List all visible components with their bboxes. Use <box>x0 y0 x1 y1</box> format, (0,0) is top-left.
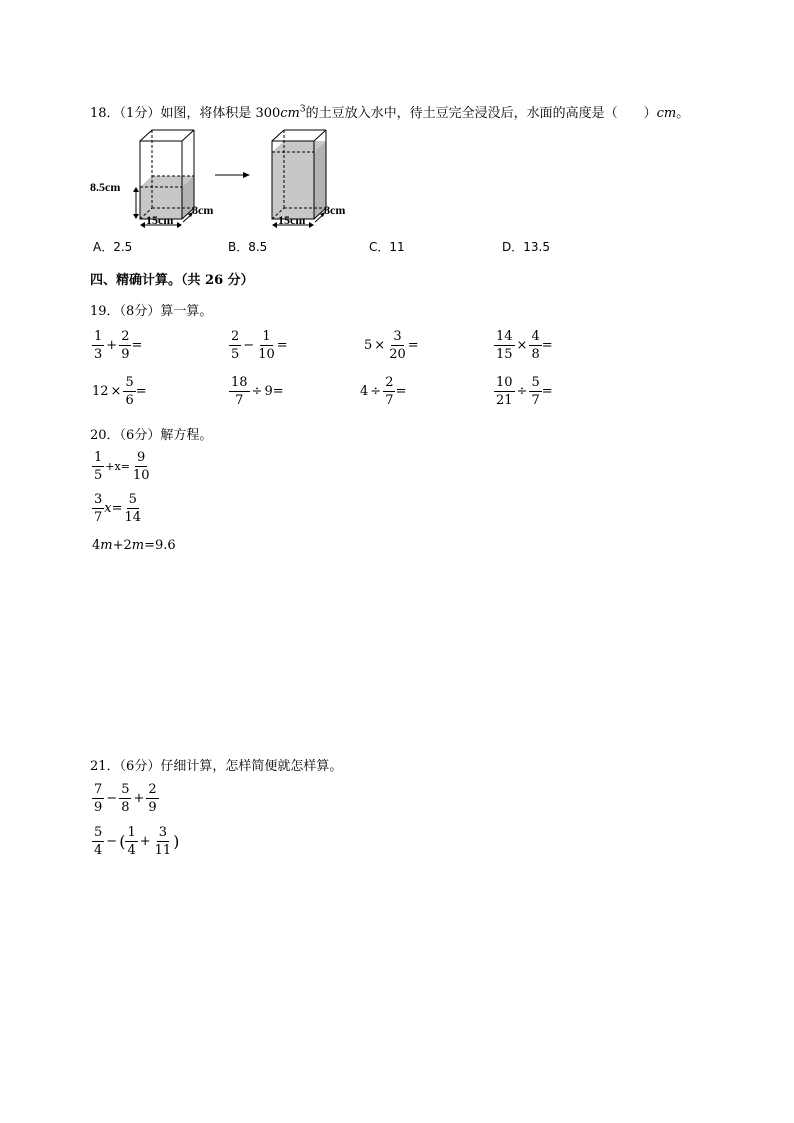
q18-end: 。 <box>676 106 690 121</box>
section-title: 四、精确计算。（共 26 分） <box>90 273 254 288</box>
q20-title: 20．（6分）解方程。 <box>90 428 213 443</box>
q18-unit-end: cm <box>656 106 677 121</box>
q18-number: 18．（1分） <box>90 106 161 121</box>
left-container <box>90 130 213 228</box>
q19-expr-5: 12 × $\frac{5}{6}$ = <box>92 375 147 408</box>
option-c[interactable]: C．11 <box>369 240 405 254</box>
right-container <box>272 130 345 228</box>
q19-expr-7: 4 ÷ $\frac{2}{7}$ = <box>360 375 407 408</box>
q19-expr-3: 5 × $\frac{3}{20}$ = <box>364 329 419 362</box>
q19-expr-8: $\frac{10}{21}$ ÷ $\frac{5}{7}$ = <box>496 375 553 408</box>
option-d[interactable]: D．13.5 <box>502 240 550 254</box>
q18-text-a: 如图，将体积是 300 <box>160 106 281 121</box>
width-label: 15cm <box>146 213 174 227</box>
q19-expr-4: $\frac{14}{15}$ × $\frac{4}{8}$ = <box>496 329 553 362</box>
option-a[interactable]: A．2.5 <box>93 240 133 254</box>
q20-eq-3: 4m+2m=9.6 <box>92 538 176 553</box>
depth-label-2: 8cm <box>324 203 346 217</box>
q21-expr-2: $\frac{5}{4}$ − ( $\frac{1}{4}$ + $\frac{3}{11}$ ) <box>94 825 180 858</box>
q18-text-b: 的土豆放入水中，待土豆完全浸没后，水面的高度是（ ） <box>305 106 657 121</box>
q20-eq-1: $\frac{1}{5}$ +x= $\frac{9}{10}$ <box>94 450 150 483</box>
q20-eq-2: $\frac{3}{7}$ x = $\frac{5}{14}$ <box>94 492 142 525</box>
height-label: 8.5cm <box>90 180 121 194</box>
width-label-2: 15cm <box>278 213 306 227</box>
arrow <box>215 172 250 178</box>
q18-line <box>90 102 689 121</box>
q18-unit: cm <box>280 106 300 121</box>
q21-expr-1: $\frac{7}{9}$ − $\frac{5}{8}$ + $\frac{2}{9}$ <box>94 782 157 815</box>
q18-figure <box>88 124 358 234</box>
q21-title: 21．（6分）仔细计算，怎样简便就怎样算。 <box>90 759 343 774</box>
option-b[interactable]: B．8.5 <box>228 240 268 254</box>
q19-expr-1: $\frac{1}{3}$ + $\frac{2}{9}$ = <box>94 329 143 362</box>
q19-expr-6: $\frac{18}{7}$ ÷ 9 = <box>231 375 284 408</box>
q19-expr-2: $\frac{2}{5}$ − $\frac{1}{10}$ = <box>231 329 288 362</box>
q18-sup: 3 <box>299 104 306 115</box>
depth-label: 8cm <box>192 203 214 217</box>
q19-title: 19．（8分）算一算。 <box>90 304 213 319</box>
